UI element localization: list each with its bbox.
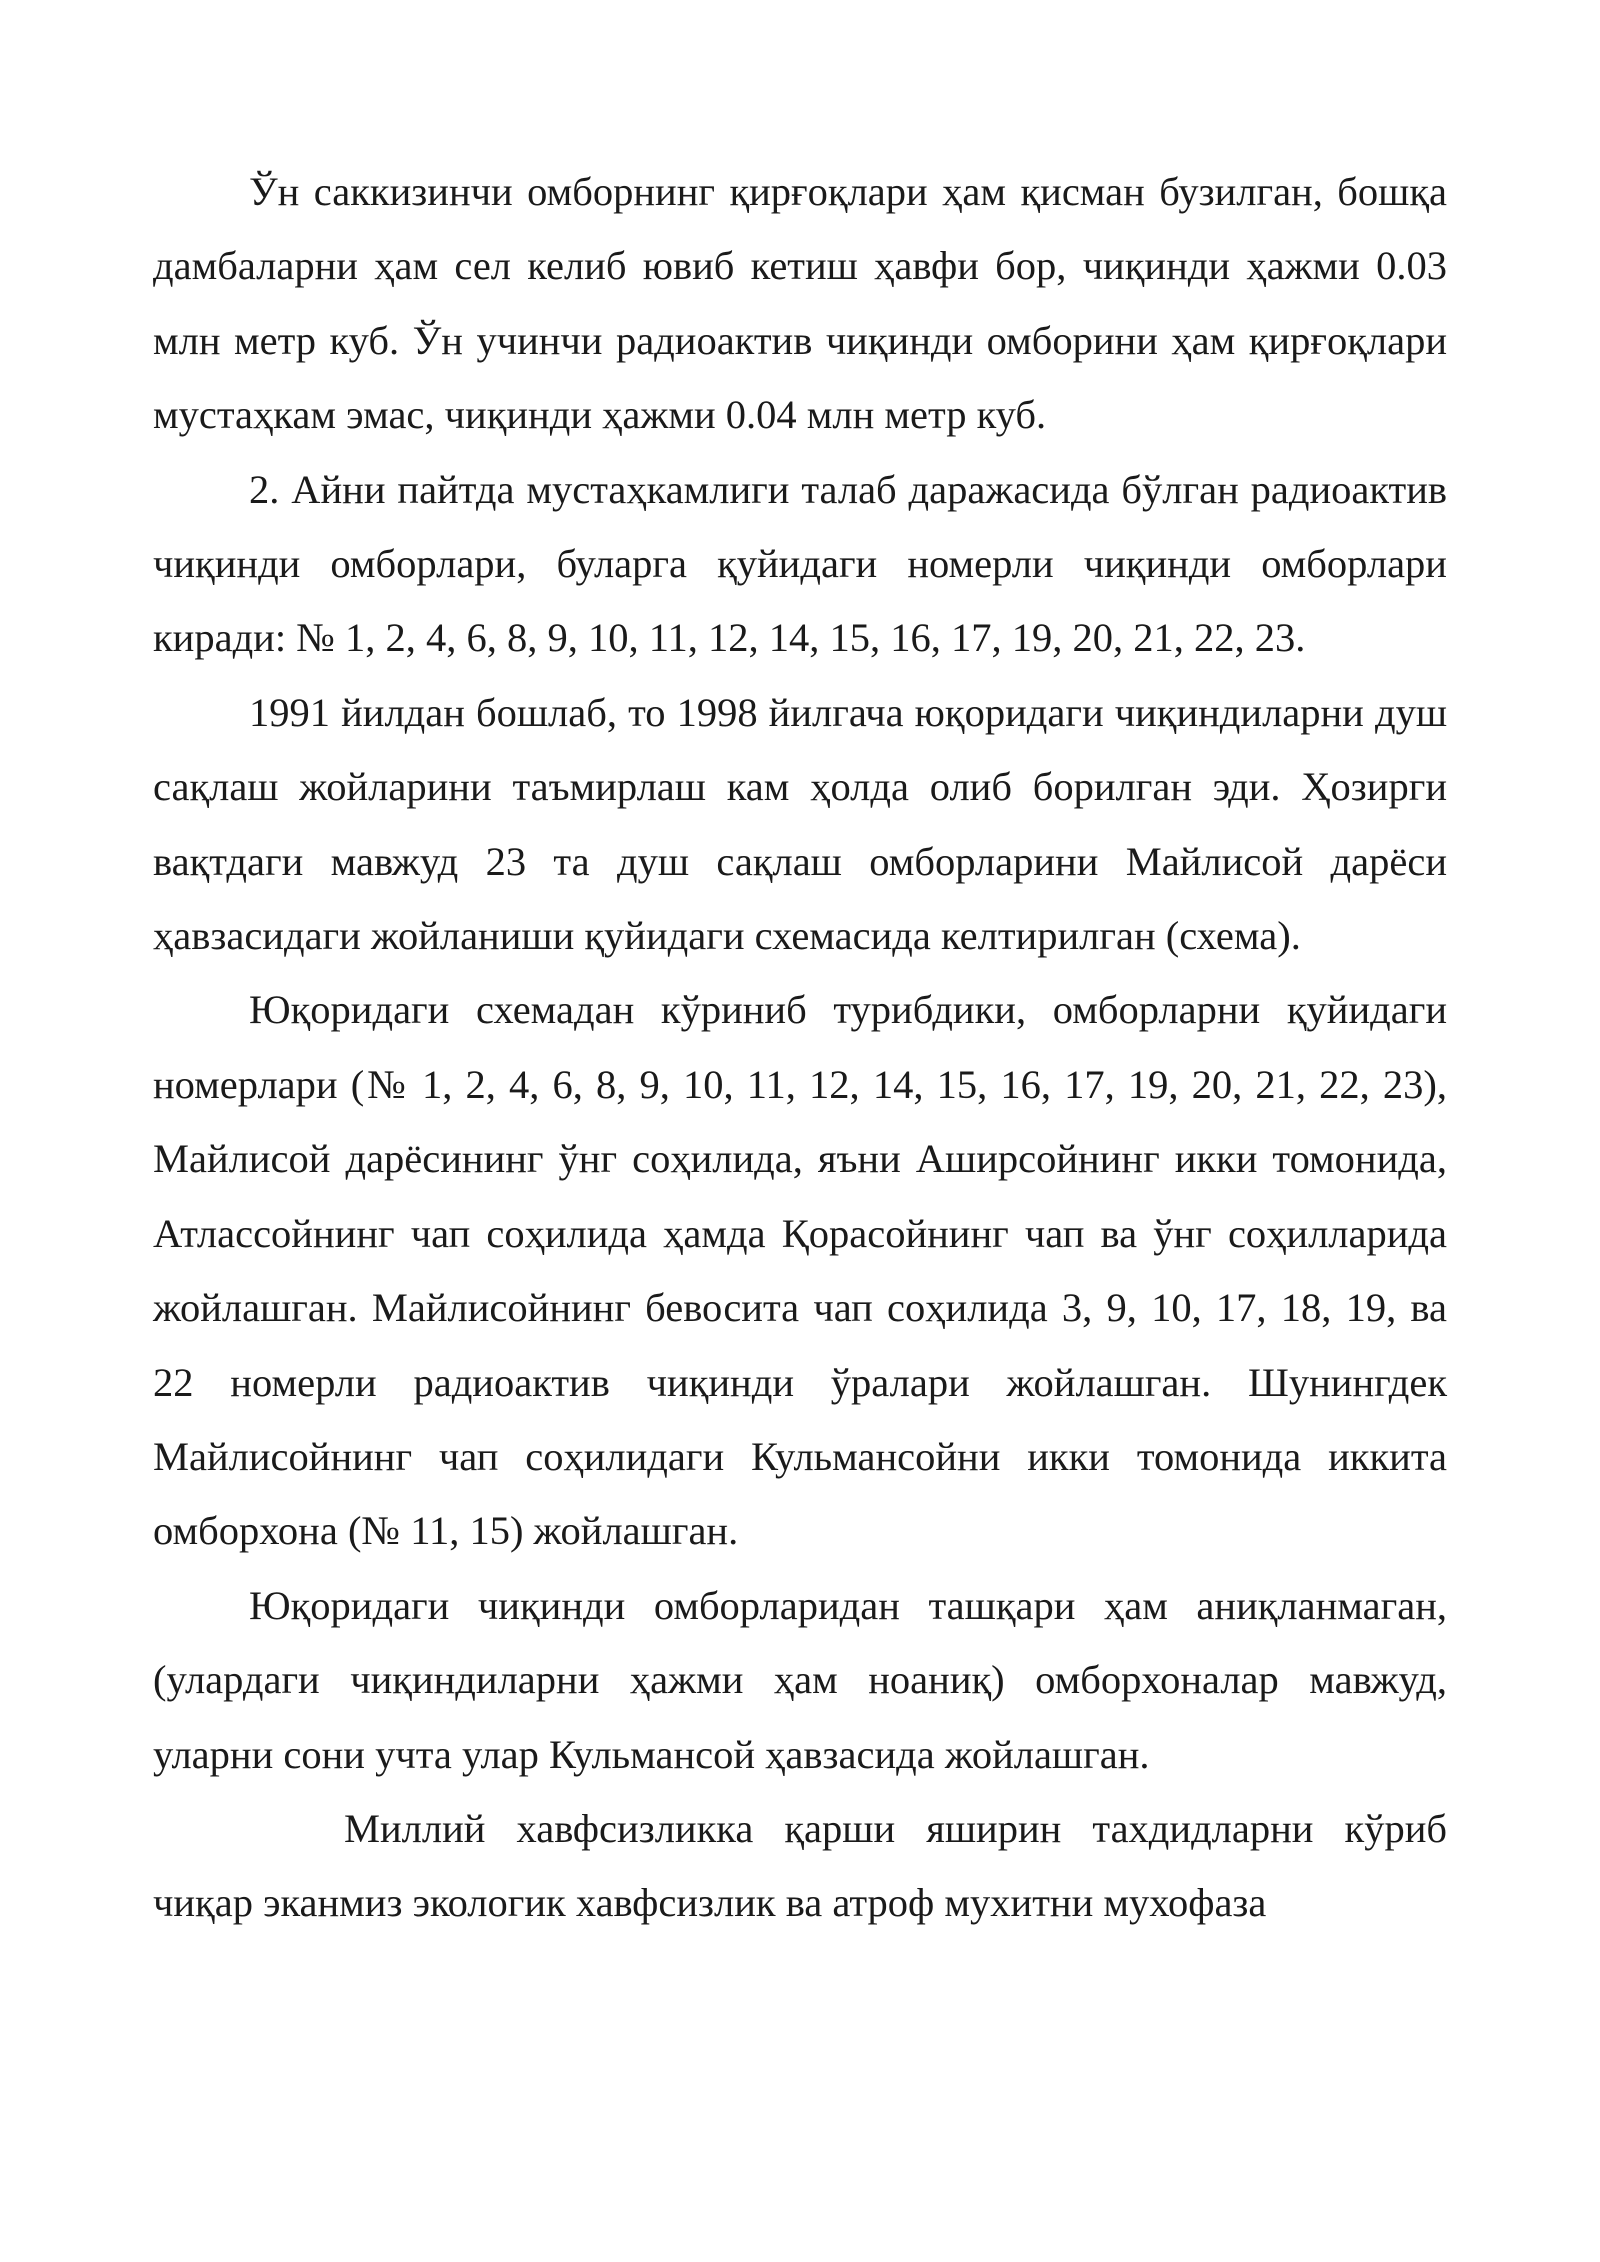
paragraph-3: 1991 йилдан бошлаб, то 1998 йилгача юқоридаги чиқиндиларни душ сақлаш жойларини таъмирлаш кам ҳолда олиб борилган эди. Ҳозирги вақтдаги мавжуд 23 та душ сақлаш омборларини Майлисой дарёси ҳавзасидаги жойланиши қуйидаги схемасида келтирилган (схема). xyxy=(153,689,1447,959)
paragraph-1: Ўн саккизинчи омборнинг қирғоқлари ҳам қисман бузилган, бошқа дамбаларни ҳам сел келиб ювиб кетиш ҳавфи бор, чиқинди ҳажми 0.03 млн метр куб. Ўн учинчи радиоактив чиқинди омборини ҳам қирғоқлари мустаҳкам эмас, чиқинди ҳажми 0.04 млн метр куб. xyxy=(153,169,1447,438)
paragraph-6: Миллий хавфсизликка қарши яширин тахдидларни кўриб чиқар эканмиз экологик хавфсизлик ва атроф мухитни мухофаза xyxy=(153,1805,1447,1926)
paragraph-4: Юқоридаги схемадан кўриниб турибдики, омборларни қуйидаги номерлари (№ 1, 2, 4, 6, 8, 9, 10, 11, 12, 14, 15, 16, 17, 19, 20, 21, 22, 23), Майлисой дарёсининг ўнг соҳилида, яъни Аширсойнинг икки томонида, Атлассойнинг чап соҳилида ҳамда Қорасойнинг чап ва ўнг соҳилларида жойлашган. Майлисойнинг бевосита чап соҳилида 3, 9, 10, 17, 18, 19, ва 22 номерли радиоактив чиқинди ўралари жойлашган. Шунингдек Майлисойнинг чап соҳилидаги Кульмансойни икки томонида иккита омборхона (№ 11, 15) жойлашган. xyxy=(153,987,1447,1554)
paragraph-2: 2. Айни пайтда мустаҳкамлиги талаб даражасида бўлган радиоактив чиқинди омборлари, буларга қуйидаги номерли чиқинди омборлари киради: № 1, 2, 4, 6, 8, 9, 10, 11, 12, 14, 15, 16, 17, 19, 20, 21, 22, 23. xyxy=(153,466,1447,661)
document-page xyxy=(153,155,1447,1941)
paragraph-5: Юқоридаги чиқинди омборларидан ташқари ҳам аниқланмаган, (улардаги чиқиндиларни ҳажми ҳам ноаниқ) омборхоналар мавжуд, уларни сони учта улар Кульмансой ҳавзасида жойлашган. xyxy=(153,1582,1447,1777)
